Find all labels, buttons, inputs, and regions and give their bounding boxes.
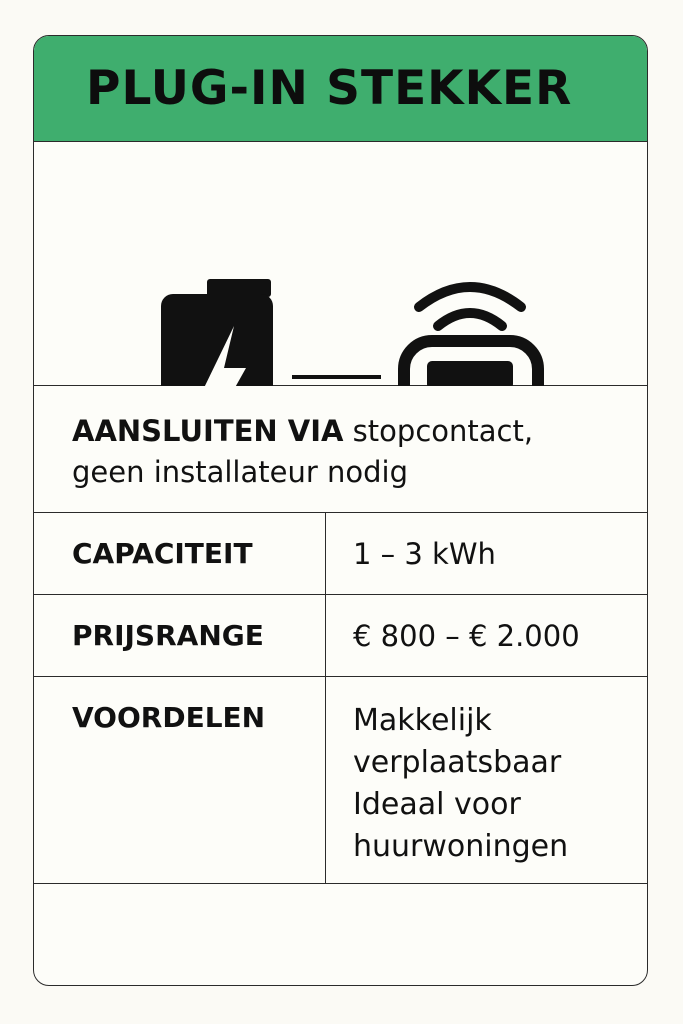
spec-value: € 800 – € 2.000: [353, 618, 580, 653]
connection-info-text: stopcontact,: [343, 414, 534, 448]
icon-section: [34, 142, 647, 386]
connection-info-text-line2: geen installateur nodig: [72, 455, 408, 489]
spec-row-capaciteit: [34, 513, 647, 595]
card-header: [34, 36, 647, 142]
voordeel-line: huurwoningen: [353, 829, 569, 864]
connection-info-heading: AANSLUITEN VIA: [72, 414, 344, 448]
battery-charging-icon: [161, 279, 273, 386]
spec-label: CAPACITEIT: [34, 513, 326, 594]
smart-meter-wireless-icon: [404, 287, 538, 386]
spec-label: VOORDELEN: [34, 677, 326, 883]
icon-graphics: [34, 142, 648, 386]
spec-row-prijsrange: [34, 595, 647, 677]
voordeel-line: Ideaal voor: [353, 787, 521, 822]
product-card: [33, 35, 648, 986]
spec-label: PRIJSRANGE: [34, 595, 326, 676]
voordeel-line: verplaatsbaar: [353, 745, 562, 780]
spec-value-list: [326, 677, 568, 883]
card-title: PLUG-IN STEKKER: [86, 61, 573, 116]
voordeel-line: Makkelijk: [353, 703, 492, 738]
spec-value: 1 – 3 kWh: [353, 536, 496, 571]
connection-info: [34, 386, 647, 513]
spec-row-voordelen: [34, 677, 647, 884]
